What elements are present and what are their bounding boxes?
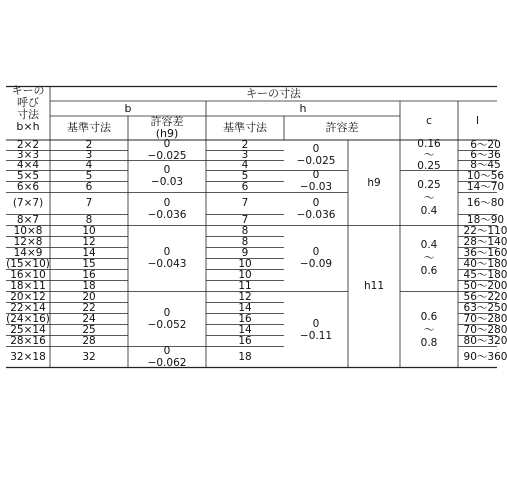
cell-h-nominal: 3 [241,149,249,161]
cell-c-to: 0.6 [420,265,438,277]
cell-l: 22～110 [463,224,507,237]
header-size-label: キーの [11,84,45,97]
cell-size: (24×16) [6,312,50,325]
header-h-tolerance: 許容差 [325,121,359,134]
cell-size: 4×4 [16,159,40,171]
cell-h-tolerance-upper: 0 [312,196,320,209]
cell-b-tolerance-lower: −0.03 [150,176,184,188]
cell-c-sep: ～ [423,191,435,204]
cell-l: 70～280 [463,323,507,336]
cell-b-tolerance-upper: 0 [163,138,171,150]
cell-b-nominal: 20 [82,290,96,303]
cell-size: (15×10) [6,257,50,270]
cell-b-nominal: 10 [82,224,96,237]
cell-l: 6～36 [470,149,501,161]
cell-h-nominal: 14 [238,323,252,336]
cell-size: 18×11 [10,279,46,292]
cell-h-tolerance-upper: 0 [312,246,320,258]
cell-size: 20×12 [10,290,46,303]
cell-b-nominal: 32 [82,351,96,363]
cell-h-nominal: 5 [241,169,249,182]
cell-l: 50～200 [463,279,507,292]
cell-size: 2×2 [16,139,40,151]
cell-l: 8～45 [470,159,501,171]
cell-size: 32×18 [10,351,46,363]
cell-size: 10×8 [13,224,43,237]
cell-b-nominal: 4 [85,159,93,171]
cell-l: 45～180 [463,268,507,281]
cell-size: 28×16 [10,334,46,347]
cell-h-class-h9: h9 [367,176,381,189]
cell-size: 5×5 [16,169,40,182]
header-h: h [299,101,307,115]
cell-b-tolerance-upper: 0 [163,164,171,176]
cell-c-sep: ～ [423,252,435,264]
header-h-nominal: 基準寸法 [223,121,267,134]
header-size-label: 呼び [17,96,39,109]
cell-b-nominal: 22 [82,301,96,314]
cell-c-from: 0.25 [417,178,441,191]
cell-l: 40～180 [463,257,507,270]
key-dimension-table [6,84,507,444]
cell-size: 8×7 [16,213,40,226]
cell-c-to: 0.4 [420,204,438,217]
cell-b-nominal: 15 [82,257,96,270]
cell-size: 14×9 [13,246,43,259]
cell-h-nominal: 7 [241,197,249,209]
cell-size: 3×3 [16,149,40,161]
cell-h-tolerance-lower: −0.09 [299,258,333,270]
cell-h-nominal: 4 [241,159,249,171]
cell-b-tolerance-upper: 0 [163,345,171,357]
cell-size: 12×8 [13,235,43,248]
cell-b-tolerance-upper: 0 [163,246,171,258]
cell-h-nominal: 8 [241,235,249,248]
cell-h-tolerance-upper: 0 [312,143,320,155]
cell-l: 28～140 [463,235,507,248]
header-size-label: b×h [16,120,40,133]
cell-b-tolerance-lower: −0.025 [147,150,187,162]
cell-c-to: 0.8 [420,336,438,349]
cell-b-nominal: 28 [82,334,96,347]
header-l: l [475,113,480,127]
cell-h-nominal: 2 [241,139,249,151]
cell-h-tolerance-lower: −0.025 [296,155,336,167]
cell-b-tolerance-upper: 0 [163,306,171,319]
cell-c-sep: ～ [423,323,435,336]
cell-b-tolerance-lower: −0.036 [147,208,187,221]
cell-h-tolerance-lower: −0.11 [299,329,333,342]
cell-l: 18～90 [466,213,505,226]
header-size-label: 寸法 [17,108,39,121]
cell-b-tolerance-lower: −0.043 [147,258,187,270]
header-b-nominal: 基準寸法 [67,121,111,134]
cell-h-nominal: 14 [238,301,252,314]
cell-h-nominal: 18 [238,351,252,363]
cell-b-nominal: 14 [82,246,96,259]
cell-b-nominal: 24 [82,312,96,325]
cell-b-tolerance-upper: 0 [163,196,171,209]
cell-c-from: 0.6 [420,310,438,323]
cell-b-nominal: 16 [82,268,96,281]
cell-l: 6～20 [470,139,501,151]
cell-l: 70～280 [463,312,507,325]
cell-l: 14～70 [466,180,505,193]
cell-size: 6×6 [16,180,40,193]
header-b-tolerance-class: (h9) [155,127,179,140]
cell-l: 56～220 [463,290,507,303]
cell-size: 16×10 [10,268,46,281]
cell-c-from: 0.4 [420,239,438,251]
cell-h-nominal: 10 [238,268,252,281]
cell-l: 63～250 [463,301,507,314]
cell-b-nominal: 3 [85,149,93,161]
cell-c-to: 0.25 [417,160,441,172]
cell-h-nominal: 9 [241,246,249,259]
cell-size: 25×14 [10,323,46,336]
cell-b-nominal: 18 [82,279,96,292]
header-c: c [425,113,433,127]
cell-b-nominal: 7 [85,197,93,209]
cell-h-tolerance-upper: 0 [312,317,320,330]
cell-h-nominal: 16 [238,334,252,347]
cell-b-nominal: 6 [85,180,93,193]
cell-h-tolerance-lower: −0.036 [296,208,336,221]
cell-l: 36～160 [463,246,507,259]
cell-h-nominal: 7 [241,213,249,226]
cell-b-nominal: 12 [82,235,96,248]
cell-b-nominal: 5 [85,169,93,182]
header-key-dims: キーの寸法 [246,87,301,100]
cell-h-nominal: 11 [238,279,252,292]
cell-h-tolerance-lower: −0.03 [299,181,333,193]
cell-c-from: 0.16 [417,138,441,150]
cell-h-tolerance-upper: 0 [312,169,320,181]
cell-b-nominal: 8 [85,213,93,226]
cell-b-nominal: 2 [85,139,93,151]
cell-h-nominal: 8 [241,224,249,237]
cell-h-nominal: 16 [238,312,252,325]
cell-c-sep: ～ [423,149,435,161]
cell-h-nominal: 10 [238,257,252,270]
cell-h-nominal: 6 [241,180,249,193]
cell-b-tolerance-lower: −0.062 [147,357,187,369]
cell-h-class-h11: h11 [363,280,385,293]
cell-h-nominal: 12 [238,290,252,303]
cell-size: (7×7) [12,197,44,209]
cell-size: 22×14 [10,301,46,314]
cell-l: 80～320 [463,334,507,347]
cell-b-nominal: 25 [82,323,96,336]
cell-l: 16～80 [466,197,505,209]
cell-l: 90～360 [463,351,507,363]
cell-l: 10～56 [466,169,505,182]
cell-b-tolerance-lower: −0.052 [147,318,187,331]
header-b: b [124,101,132,115]
header-b-tolerance: 許容差 [150,115,184,128]
